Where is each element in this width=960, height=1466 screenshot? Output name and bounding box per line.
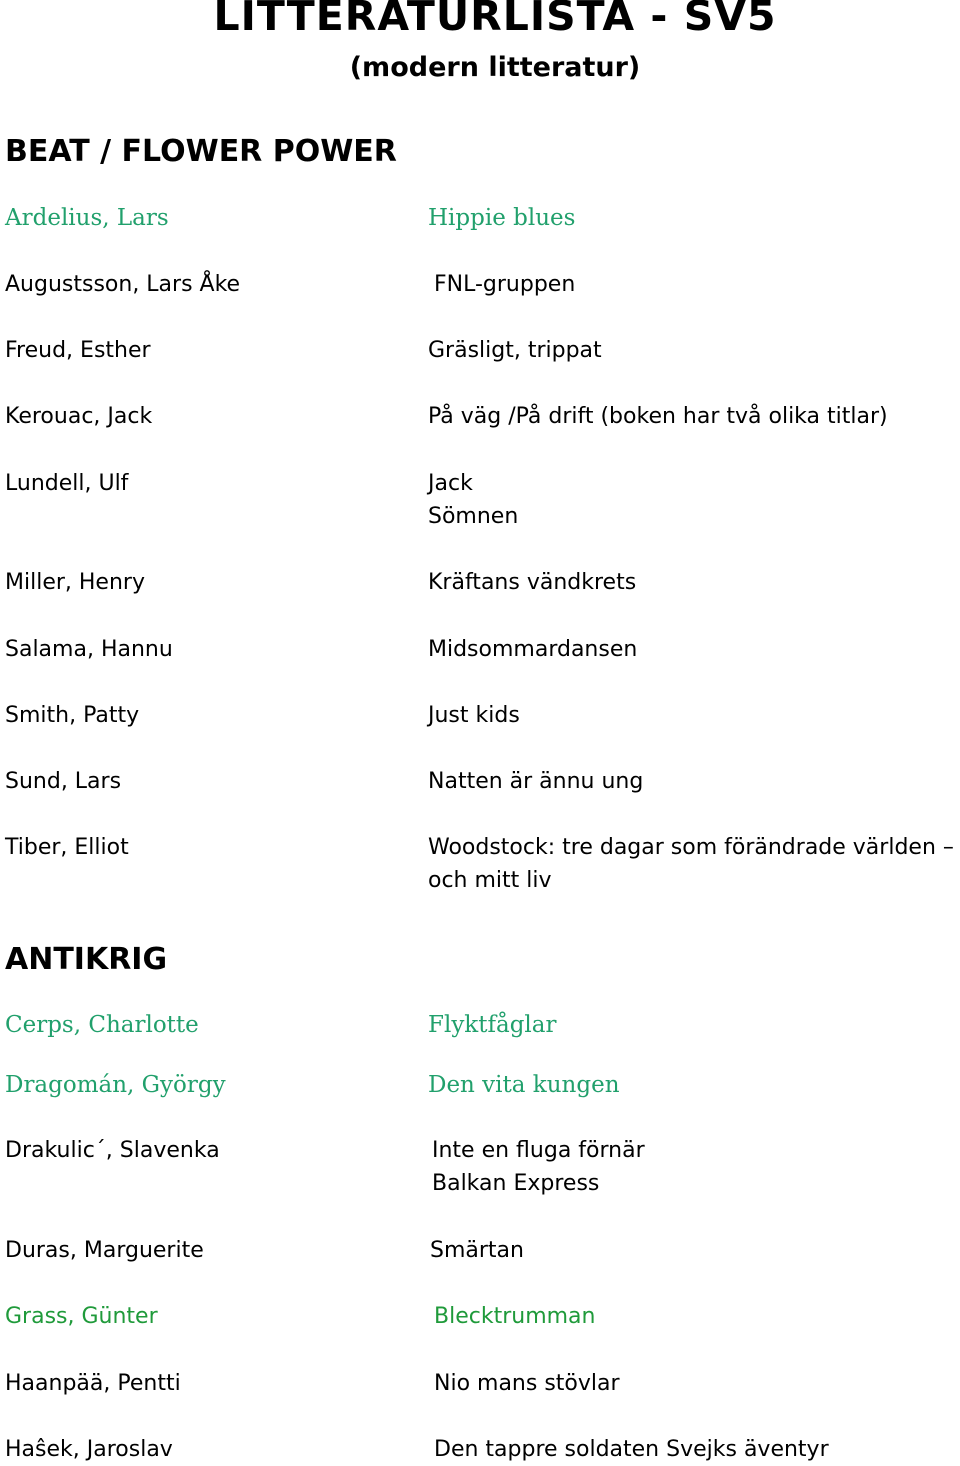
author-miller-henry: Miller, Henry: [5, 570, 145, 595]
title-pa-vag: På väg /På drift (boken har två olika titlar): [428, 404, 888, 429]
author-grass-gunter: Grass, Günter: [5, 1304, 158, 1329]
author-salama-hannu: Salama, Hannu: [5, 637, 173, 662]
title-smartan: Smärtan: [430, 1238, 524, 1263]
title-jack-somnen: Jack Sömnen: [428, 471, 519, 529]
title-midsommardansen: Midsommardansen: [428, 637, 638, 662]
title-den-vita-kungen: Den vita kungen: [428, 1072, 620, 1098]
title-flyktfaglar: Flyktfåglar: [428, 1012, 557, 1038]
section-heading-beat-flower-power: BEAT / FLOWER POWER: [5, 134, 397, 169]
author-hasek-jaroslav: Haŝek, Jaroslav: [5, 1437, 173, 1462]
section-heading-antikrig: ANTIKRIG: [5, 942, 168, 977]
title-natten-ar-annu-ung: Natten är ännu ung: [428, 769, 644, 794]
page-subtitle: (modern litteratur): [349, 52, 641, 83]
author-dragoman-gyorgy: Dragomán, György: [5, 1072, 226, 1098]
author-lundell-ulf: Lundell, Ulf: [5, 471, 129, 496]
author-augustsson-lars-ake: Augustsson, Lars Åke: [5, 272, 241, 297]
title-kraftans-vandkrets: Kräftans vändkrets: [428, 570, 637, 595]
title-fnl-gruppen: FNL-gruppen: [434, 272, 576, 297]
author-smith-patty: Smith, Patty: [5, 703, 140, 728]
page-title: LITTERATURLISTA - SV5: [213, 0, 777, 40]
author-cerps-charlotte: Cerps, Charlotte: [5, 1012, 199, 1038]
title-nio-mans-stovlar: Nio mans stövlar: [434, 1371, 620, 1396]
title-just-kids: Just kids: [428, 703, 520, 728]
title-grasligt-trippat: Gräsligt, trippat: [428, 338, 602, 363]
title-svejk: Den tappre soldaten Svejks äventyr: [434, 1437, 829, 1462]
title-blecktrumman: Blecktrumman: [434, 1304, 596, 1329]
author-freud-esther: Freud, Esther: [5, 338, 151, 363]
title-inte-en-fluga-fornar: Inte en fluga förnär Balkan Express: [432, 1138, 645, 1196]
title-woodstock: Woodstock: tre dagar som förändrade världen – och mitt liv: [428, 835, 954, 893]
author-tiber-elliot: Tiber, Elliot: [5, 835, 129, 860]
author-sund-lars: Sund, Lars: [5, 769, 122, 794]
author-kerouac-jack: Kerouac, Jack: [5, 404, 153, 429]
author-haanpaa-pentti: Haanpää, Pentti: [5, 1371, 181, 1396]
title-hippie-blues: Hippie blues: [428, 205, 576, 231]
author-drakulic-slavenka: Drakulic´, Slavenka: [5, 1138, 220, 1163]
author-ardelius-lars: Ardelius, Lars: [5, 205, 169, 231]
author-duras-marguerite: Duras, Marguerite: [5, 1238, 204, 1263]
